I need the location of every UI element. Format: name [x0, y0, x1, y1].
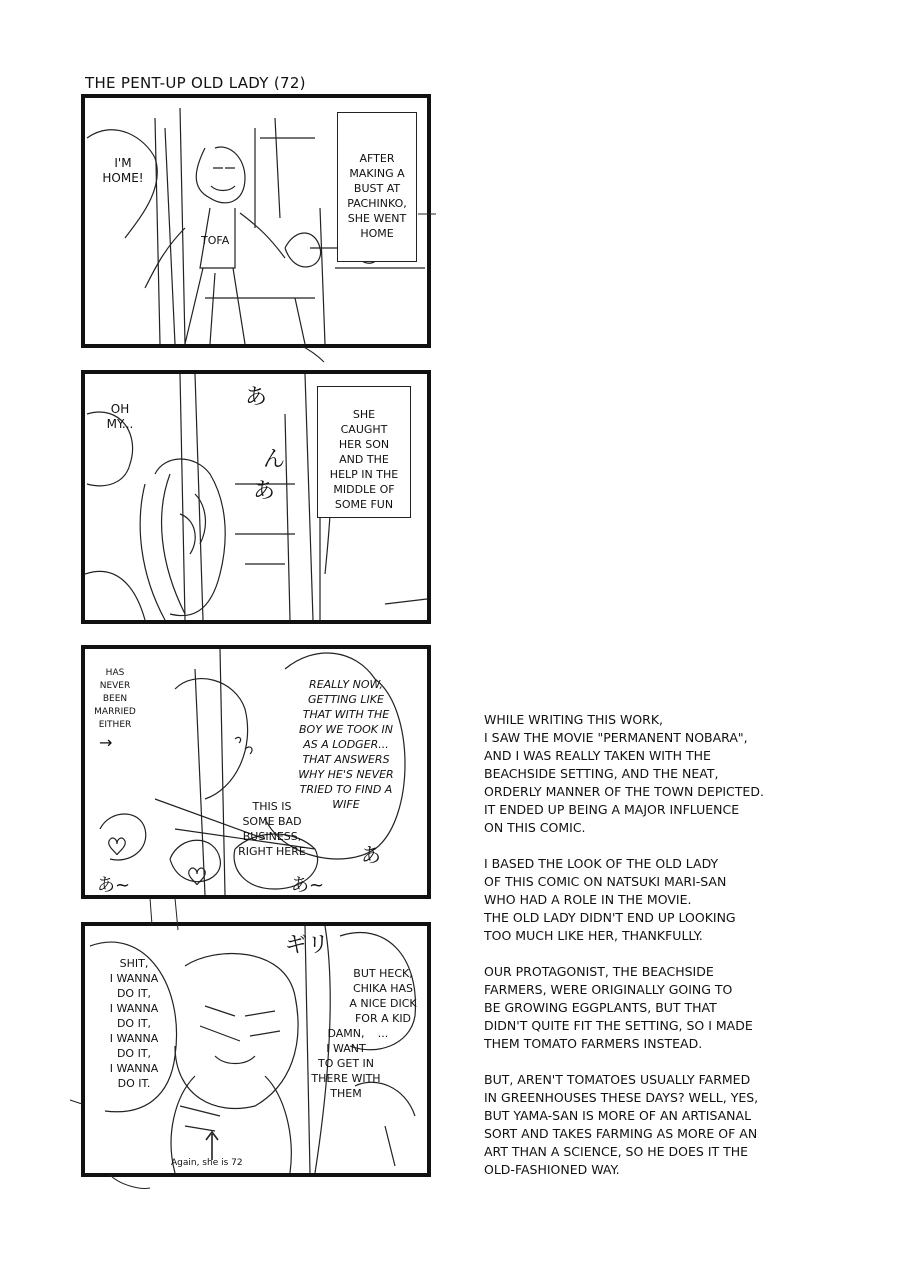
narration-box-2 — [317, 386, 411, 518]
arrow-right-icon: → — [99, 733, 113, 752]
sound-effect-n: ん — [263, 447, 286, 472]
author-note-paragraph: OUR PROTAGONIST, THE BEACHSIDE FARMERS, WERE ORIGINALLY GOING TO BE GROWING EGGPLANTS, BUT THAT DIDN'T QUITE FIT THE SETTING, SO I MADE THEM TOMATO FARMERS INSTEAD. — [484, 964, 753, 1051]
sound-effect-a2: あ — [253, 479, 276, 504]
narration-box-1 — [337, 112, 417, 262]
shirt-label: TOFA — [201, 234, 230, 247]
speech-text: I'M HOME! — [102, 156, 144, 185]
comic-panel-2 — [81, 370, 431, 624]
side-note-age: Again, she is 72 — [171, 1158, 243, 1168]
page-title: THE PENT-UP OLD LADY (72) — [85, 74, 306, 92]
comic-panel-4 — [81, 922, 431, 1177]
sound-effect-a-right2: あ~ — [291, 875, 325, 896]
note-text: HAS NEVER BEEN MARRIED EITHER — [94, 668, 136, 730]
speech-bubble-really-now — [291, 677, 401, 812]
speech-bubble-im-home — [97, 156, 149, 186]
comic-panel-3 — [81, 645, 431, 899]
caption-text: SHE CAUGHT HER SON AND THE HELP IN THE MIDDLE OF SOME FUN — [329, 408, 399, 511]
side-note-never-married — [89, 667, 141, 732]
sound-effect-giri: ギリ — [285, 933, 330, 958]
speech-text: BUT HECK, CHIKA HAS A NICE DICK FOR A KID ... — [349, 967, 417, 1040]
sound-effect-a-right1: あ — [361, 843, 381, 867]
sound-effect-a1: あ — [245, 385, 268, 410]
author-note-paragraph: I BASED THE LOOK OF THE OLD LADY OF THIS COMIC ON NATSUKI MARI-SAN WHO HAD A ROLE IN THE MOVIE. THE OLD LADY DIDN'T END UP LOOKING TOO MUCH LIKE HER, THANKFULLY. — [484, 856, 736, 943]
author-note-paragraph: BUT, AREN'T TOMATOES USUALLY FARMED IN GREENHOUSES THESE DAYS? WELL, YES, BUT YAMA-SAN IS MORE OF AN ARTISANAL SORT AND TAKES FARMING AS MORE OF AN ART THAN A SCIENCE, SO HE DOES IT THE OLD-FASHIONED WAY. — [484, 1072, 759, 1177]
speech-bubble-shit — [99, 956, 169, 1091]
speech-text: SHIT, I WANNA DO IT, I WANNA DO IT, I WANNA DO IT, I WANNA DO IT. — [109, 957, 159, 1090]
speech-bubble-oh-my — [95, 402, 145, 432]
sound-effect-a-left: あ~ — [97, 875, 131, 896]
comic-panel-1 — [81, 94, 431, 348]
speech-text: OH MY... — [106, 402, 134, 431]
speech-text: REALLY NOW, GETTING LIKE THAT WITH THE BOY WE TOOK IN AS A LODGER... THAT ANSWERS WHY HE'S NEVER TRIED TO FIND A WIFE — [298, 678, 394, 811]
author-notes — [484, 711, 814, 1197]
speech-text: THIS IS SOME BAD BUSINESS, RIGHT HERE — [238, 800, 306, 858]
speech-text: DAMN, I WANT TO GET IN THERE WITH THEM — [311, 1027, 381, 1100]
author-note-paragraph: WHILE WRITING THIS WORK, I SAW THE MOVIE "PERMANENT NOBARA", AND I WAS REALLY TAKEN WITH THE BEACHSIDE SETTING, AND THE NEAT, ORDERLY MANNER OF THE TOWN DEPICTED. IT ENDED UP BEING A MAJOR INFLUENCE ON THIS COMIC. — [484, 712, 764, 835]
speech-bubble-damn — [311, 1026, 381, 1101]
caption-text: AFTER MAKING A BUST AT PACHINKO, SHE WENT HOME — [347, 152, 407, 240]
speech-bubble-bad-business — [231, 799, 313, 859]
